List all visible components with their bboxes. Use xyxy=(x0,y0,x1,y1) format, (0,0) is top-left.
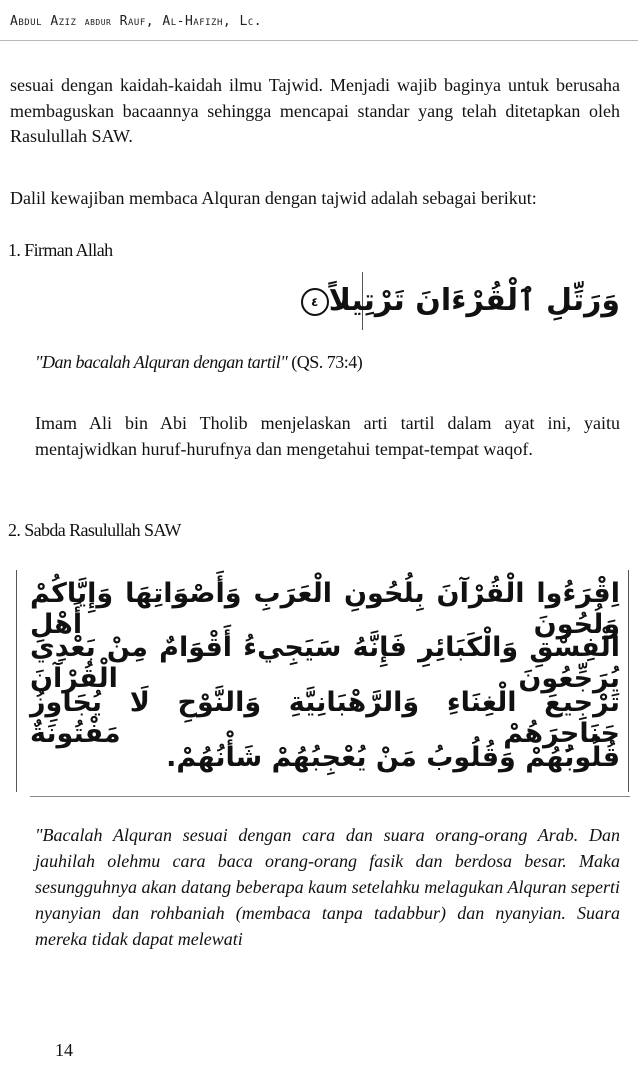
ayah-number-mark: ٤ xyxy=(301,288,329,316)
list-item-firman-allah: 1. Firman Allah xyxy=(8,240,113,260)
quran-verse-text: وَرَتِّلِ ٱلْقُرْءَانَ تَرْتِيلاً xyxy=(328,283,620,318)
paragraph-dalil-intro: Dalil kewajiban membaca Alquran dengan tajwid adalah sebagai berikut: xyxy=(10,188,537,208)
page-number: 14 xyxy=(55,1040,73,1060)
running-head-name-2: abdur xyxy=(84,15,112,28)
running-head-name-3: Rauf, Al-Hafizh, Lc. xyxy=(119,14,263,29)
running-head xyxy=(10,14,262,29)
verse-translation xyxy=(35,352,362,373)
hadith-left-border xyxy=(16,570,17,792)
hadith-translation: "Bacalah Alquran sesuai dengan cara dan suara orang-orang Arab. Dan jauhilah olehmu cara baca orang-orang fasik dan berdosa besar. Maka sesungguhnya akan datang beberapa kaum setelahku melagukan Alquran seperti nyanyian dan rohbaniah (membaca tanpa tadabbur) dan nyanyian. Suara mereka tidak dapat melewati xyxy=(35,825,620,949)
hadith-line-2: الْفِسْقِ وَالْكَبَائِرِ فَإِنَّهُ سَيَجِيءُ أَقْوَامٌ مِنْ بَعْدِي يُرَجِّعُونَ الْقُرْآنَ xyxy=(30,632,620,694)
verse-reference: (QS. 73:4) xyxy=(287,352,363,372)
paragraph-tartil-explanation: Imam Ali bin Abi Tholib menjelaskan arti tartil dalam ayat ini, yaitu mentajwidkan huruf-hurufnya dan mengetahui tempat-tempat waqof. xyxy=(35,413,620,459)
verse-translation-text: "Dan bacalah Alquran dengan tartil" xyxy=(35,352,288,372)
running-head-name-1: Abdul Aziz xyxy=(10,14,77,29)
list-item-sabda-rasulullah: 2. Sabda Rasulullah SAW xyxy=(8,520,181,540)
hadith-line-3: تَرْجِيعَ الْغِنَاءِ وَالرَّهْبَانِيَّةِ وَالنَّوْحِ لَا يُجَاوِزُ حَنَاجِرَهُمْ مَفْتُونَةٌ xyxy=(30,687,620,749)
hadith-bottom-rule xyxy=(30,796,630,797)
hadith-line-4: قُلُوبُهُمْ وَقُلُوبُ مَنْ يُعْجِبُهُمْ شَأْنُهُمْ. xyxy=(166,742,620,773)
header-divider xyxy=(0,40,638,41)
paragraph-tajwid-rule: sesuai dengan kaidah-kaidah ilmu Tajwid. Menjadi wajib baginya untuk berusaha membaguskan bacaannya sehingga mencapai standar yang telah ditetapkan oleh Rasulullah SAW. xyxy=(10,75,620,146)
quran-verse xyxy=(295,283,620,318)
hadith-right-border xyxy=(628,570,629,792)
hadith-line-1: اِقْرَءُوا الْقُرْآنَ بِلُحُونِ الْعَرَبِ وَأَصْوَاتِهَا وَإِيَّاكُمْ وَلُحُونَ أَهْلِ xyxy=(30,578,620,640)
